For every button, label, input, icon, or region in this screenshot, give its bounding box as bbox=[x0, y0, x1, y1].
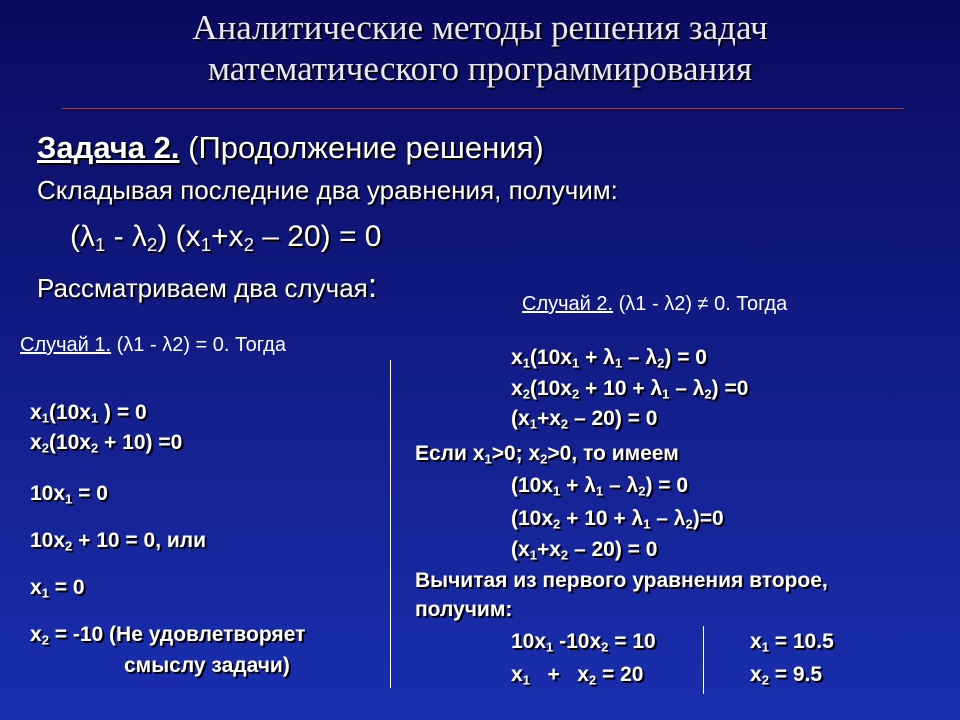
case1-eq2-a: (10x bbox=[48, 431, 91, 454]
consider-text bbox=[37, 267, 378, 305]
case2-if-c: >0, то имеем bbox=[547, 442, 679, 465]
case1-eq1-b: ) = 0 bbox=[98, 401, 147, 424]
case2-heading bbox=[522, 293, 787, 316]
title-divider bbox=[62, 108, 904, 109]
case2-subtract-line1: Вычитая из первого уравнения второе, bbox=[415, 569, 828, 592]
case2-if-a: Если x bbox=[415, 442, 485, 465]
case2-eq3: $(x_1+x_2 - 20) = 0$ bbox=[511, 407, 658, 432]
slide-title-line1: Аналитические методы решения задач bbox=[192, 8, 768, 47]
consider-label: Рассматриваем два случая bbox=[37, 273, 368, 303]
case1-eq1: $x_1(10x_1$ ) = 0 bbox=[30, 401, 147, 426]
case2-result-x1-val: = 10.5 bbox=[768, 630, 834, 653]
case2-eq5: $(10x_2 + 10 + \lambda_1 - \lambda_2)=0$ bbox=[511, 507, 724, 532]
case2-condition: (λ1 - λ2) ≠ 0. Тогда bbox=[613, 293, 788, 315]
case2-result-x2: $x_2 = 9.5$ bbox=[750, 663, 823, 688]
task-heading bbox=[37, 130, 544, 166]
case2-eq1: $x_1(10x_1 + \lambda_1 - \lambda_2) = 0$ bbox=[511, 346, 707, 371]
case1-eq3-b: = 0 bbox=[72, 482, 108, 505]
result-separator bbox=[703, 626, 704, 694]
case1-eq7: смыслу задачи) bbox=[124, 654, 290, 677]
sum-equation: $(\lambda_1 - \lambda_2)$ $(x_1+x_2 - 20) = 0$ bbox=[70, 220, 382, 256]
task-label: Задача 2. bbox=[37, 130, 180, 165]
slide-title-line2: математического программирования bbox=[207, 49, 753, 88]
case1-eq2-b: + 10) =0 bbox=[98, 431, 183, 454]
case2-eq8: $x_1 + x_2 = 20$ bbox=[511, 663, 644, 688]
case2-if-b: >0; x bbox=[491, 442, 541, 465]
case1-condition: (λ1 - λ2) = 0. Тогда bbox=[111, 334, 286, 356]
case1-eq5: $x_1 = 0$ bbox=[30, 576, 85, 601]
intro-text: Складывая последние два уравнения, получим: bbox=[37, 175, 618, 205]
case1-eq5-b: = 0 bbox=[48, 576, 85, 599]
case1-eq6-b: = -10 (Не удовлетворяет bbox=[48, 623, 306, 646]
case2-label: Случай 2. bbox=[522, 293, 614, 315]
consider-colon: : bbox=[367, 267, 378, 305]
case2-eq4: $(10x_1 + \lambda_1 - \lambda_2) = 0$ bbox=[511, 474, 689, 499]
case1-eq4: $10x_2 + 10 = 0$, или bbox=[30, 529, 207, 554]
case1-eq3: $10x_1 = 0$ bbox=[30, 482, 108, 507]
case1-eq6: $x_2 = -10$ (Не удовлетворяет bbox=[30, 623, 306, 648]
case1-eq2: $x_2(10x_2 + 10) =0$ bbox=[30, 431, 183, 456]
case1-heading bbox=[20, 334, 286, 357]
case2-eq6: $(x_1+x_2 - 20) = 0$ bbox=[511, 538, 658, 563]
task-subtitle: (Продолжение решения) bbox=[179, 130, 544, 165]
case1-eq3-a: 10x bbox=[30, 482, 66, 505]
case2-eq2: $x_2(10x_2 + 10 + \lambda_1 - \lambda_2) =0$ bbox=[511, 377, 749, 402]
case2-if: Если $x_1>0$; $x_2>0$, то имеем bbox=[415, 442, 679, 467]
case2-subtract-line2: получим: bbox=[415, 598, 513, 621]
case2-eq7: $10x_1$ $-10x_2 = 10$ bbox=[511, 630, 656, 655]
case1-eq1-a: (10x bbox=[48, 401, 91, 424]
column-separator bbox=[390, 360, 391, 688]
case1-label: Случай 1. bbox=[20, 334, 112, 356]
case1-eq4-b: + 10 = 0, или bbox=[72, 529, 207, 552]
case1-eq4-a: 10x bbox=[30, 529, 66, 552]
case2-result-x2-val: = 9.5 bbox=[768, 663, 823, 686]
case2-result-x1: $x_1 = 10.5$ bbox=[750, 630, 834, 655]
